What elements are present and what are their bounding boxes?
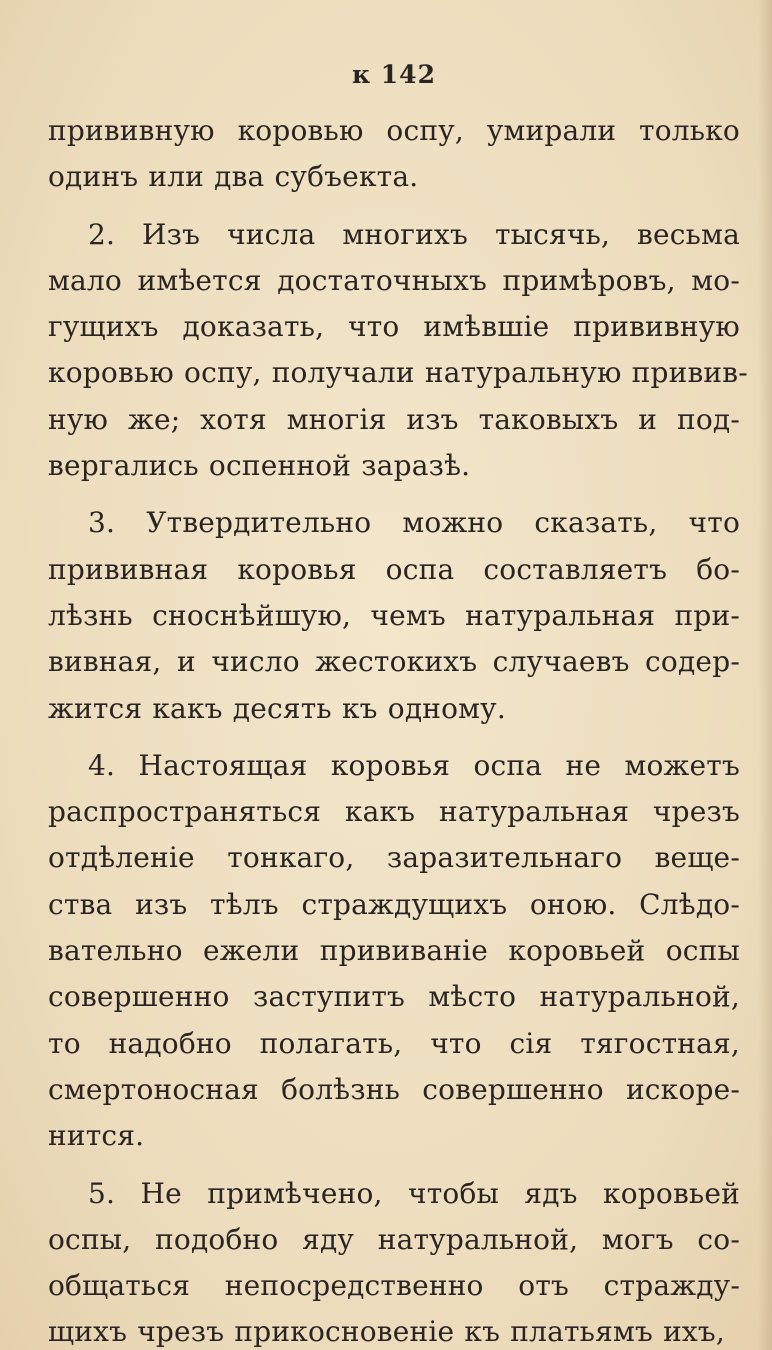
text-line: то надобно полагать, что сія тягостная,	[48, 1026, 740, 1060]
text-line: вательно ежели прививаніе коровьей оспы	[48, 934, 740, 968]
text-line: гущихъ доказать, что имѣвшіе прививную	[48, 310, 740, 344]
paragraph	[48, 212, 748, 490]
text-line: 2. Изъ числа многихъ тысячь, весьма	[88, 217, 740, 251]
text-line: вергались оспенной заразѣ.	[48, 449, 471, 483]
text-line: смертоносная болѣзнь совершенно искоре-	[48, 1072, 740, 1106]
text-line: мало имѣется достаточныхъ примѣровъ, мо-	[48, 263, 740, 297]
text-line: 4. Настоящая коровья оспа не можетъ	[88, 748, 740, 782]
paragraph	[48, 1171, 740, 1350]
paragraph	[48, 108, 740, 201]
text-line: совершенно заступитъ мѣсто натуральной,	[48, 980, 740, 1014]
text-line: щихъ чрезъ прикосновеніе къ платьямъ ихъ,	[48, 1315, 726, 1349]
text-line: вивная, и число жестокихъ случаевъ содер-	[48, 645, 740, 679]
text-line: нится.	[48, 1119, 145, 1153]
text-line: жится какъ десять къ одному.	[48, 691, 506, 725]
text-line: общаться непосредственно отъ стражду-	[48, 1269, 740, 1303]
text-line: распространяться какъ натуральная чрезъ	[48, 795, 740, 829]
text-line: прививная коровья оспа составляетъ бо-	[48, 552, 740, 586]
page-number: к 142	[352, 60, 436, 89]
text-line: прививную коровью оспу, умирали только	[48, 114, 740, 147]
paragraph	[48, 743, 740, 1160]
text-line: коровью оспу, получали натуральную привив-	[48, 356, 748, 390]
text-line: 3. Утвердительно можно сказать, что	[88, 506, 740, 540]
paragraph	[48, 500, 740, 731]
text-line: лѣзнь сноснѣйшую, чемъ натуральная при-	[48, 598, 740, 632]
text-line: ства изъ тѣлъ страждущихъ оною. Слѣдо-	[48, 887, 740, 921]
text-line: оспы, подобно яду натуральной, могъ со-	[48, 1222, 740, 1256]
text-line: 5. Не примѣчено, чтобы ядъ коровьей	[88, 1176, 740, 1210]
text-line: одинъ или два субъекта.	[48, 160, 419, 194]
text-line: отдѣленіе тонкаго, заразительнаго веще-	[48, 841, 740, 875]
text-line: ную же; хотя многія изъ таковыхъ и под-	[48, 402, 740, 436]
body-text	[48, 108, 748, 1350]
